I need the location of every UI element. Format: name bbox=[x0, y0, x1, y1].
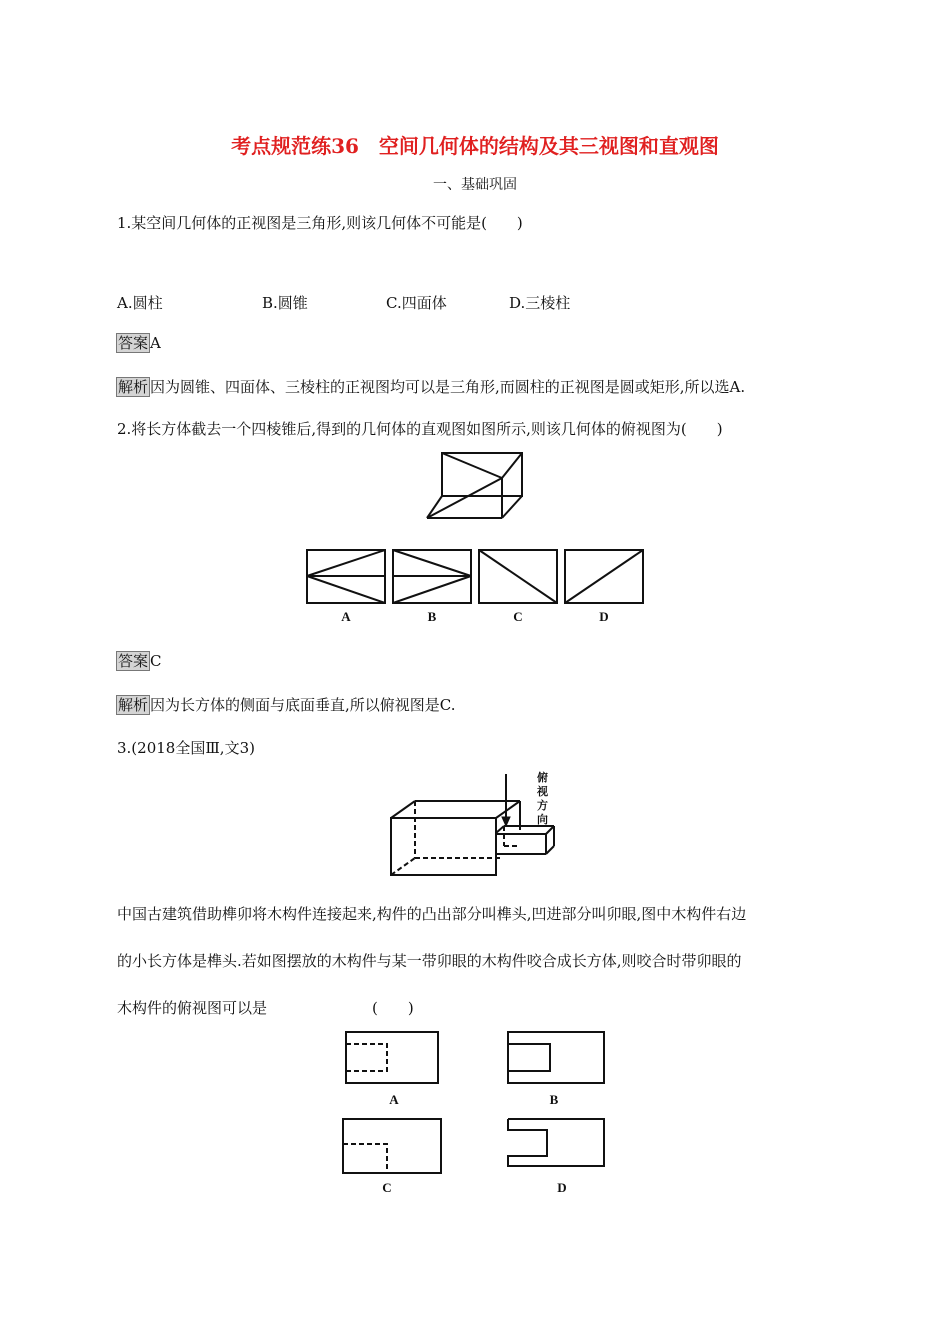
q3-option-figures bbox=[340, 1028, 612, 1178]
q2-stem: 2.将长方体截去一个四棱锥后,得到的几何体的直观图如图所示,则该几何体的俯视图为( ) bbox=[117, 420, 723, 438]
q3-label-d: D bbox=[557, 1180, 567, 1195]
q1-option-a: A.圆柱 bbox=[117, 294, 163, 312]
q3-figure-d bbox=[508, 1119, 604, 1166]
q2-figure-c bbox=[479, 550, 557, 603]
q2-solid-figure bbox=[420, 448, 530, 522]
q3-text-line-1: 中国古建筑借助榫卯将木构件连接起来,构件的凸出部分叫榫头,凹进部分叫卯眼,图中木构件右边 bbox=[117, 905, 747, 923]
analysis-tag: 解析 bbox=[118, 696, 149, 714]
q1-answer bbox=[116, 333, 161, 353]
q2-analysis-text: 因为长方体的侧面与底面垂直,所以俯视图是C. bbox=[150, 696, 456, 714]
view-direction-label: 俯 视 方 向 bbox=[537, 771, 548, 826]
q1-option-d: D.三棱柱 bbox=[509, 294, 571, 312]
q3-label-c: C bbox=[382, 1180, 392, 1195]
q2-analysis bbox=[116, 694, 456, 715]
q3-label-b: B bbox=[549, 1092, 559, 1107]
q3-figure-a bbox=[346, 1032, 438, 1083]
q1-analysis-text: 因为圆锥、四面体、三棱柱的正视图均可以是三角形,而圆柱的正视图是圆或矩形,所以选A. bbox=[150, 378, 746, 396]
q3-figure-b bbox=[508, 1032, 604, 1083]
q2-label-b: B bbox=[427, 609, 437, 624]
q1-option-c: C.四面体 bbox=[386, 294, 447, 312]
q2-label-c: C bbox=[513, 609, 523, 624]
q2-label-a: A bbox=[341, 609, 351, 624]
q2-figure-d bbox=[565, 550, 643, 603]
q1-option-b: B.圆锥 bbox=[262, 294, 308, 312]
page-title: 考点规范练36 空间几何体的结构及其三视图和直观图 bbox=[231, 134, 719, 158]
q3-figure-c bbox=[343, 1119, 441, 1173]
analysis-tag: 解析 bbox=[118, 378, 149, 396]
q2-figure-b bbox=[393, 550, 471, 603]
q2-answer-value: C bbox=[150, 652, 162, 670]
q1-answer-value: A bbox=[150, 334, 161, 352]
q3-text-line-2: 的小长方体是榫头.若如图摆放的木构件与某一带卯眼的木构件咬合成长方体,则咬合时带卯眼的 bbox=[117, 952, 742, 970]
answer-tag: 答案 bbox=[118, 334, 149, 352]
q2-option-figures bbox=[305, 548, 647, 606]
q3-text-line-3: 木构件的俯视图可以是 ( ) bbox=[117, 999, 414, 1017]
q1-stem: 1.某空间几何体的正视图是三角形,则该几何体不可能是( ) bbox=[117, 214, 523, 232]
q2-answer bbox=[116, 651, 162, 671]
q3-label-a: A bbox=[389, 1092, 399, 1107]
section-heading: 一、基础巩固 bbox=[433, 177, 517, 193]
answer-tag: 答案 bbox=[118, 652, 149, 670]
q1-analysis bbox=[116, 376, 745, 397]
q2-figure-a bbox=[307, 550, 385, 603]
q2-label-d: D bbox=[599, 609, 609, 624]
q3-stem: 3.(2018全国Ⅲ,文3) bbox=[117, 739, 255, 757]
